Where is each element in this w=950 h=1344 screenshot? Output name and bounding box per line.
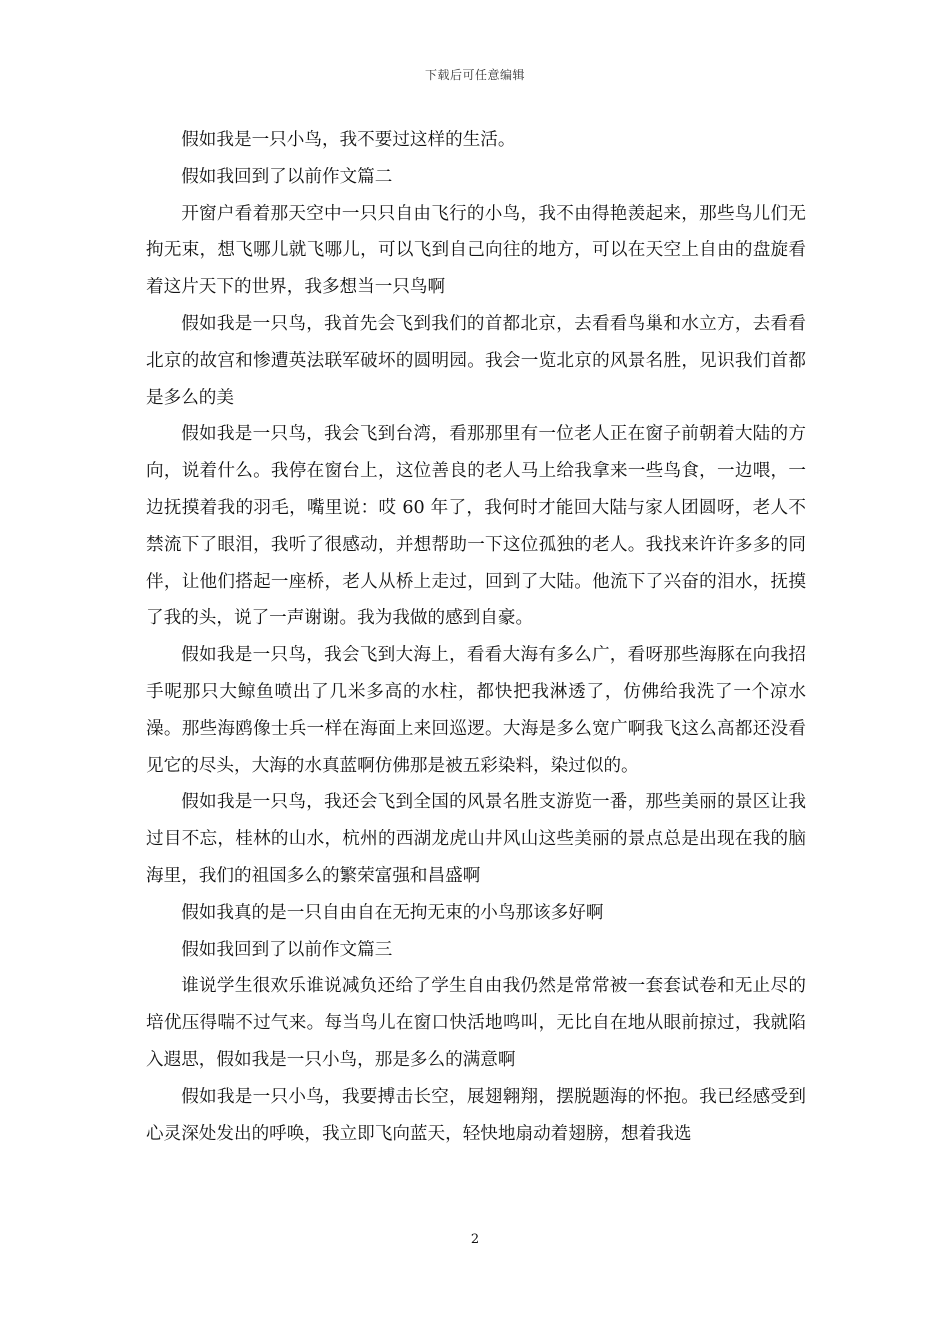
- paragraph: 假如我是一只鸟，我首先会飞到我们的首都北京，去看看鸟巢和水立方，去看看北京的故宫和惨遭英法联军破坏的圆明园。我会一览北京的风景名胜，见识我们首都是多么的美: [146, 313, 806, 408]
- paragraph: 假如我是一只小鸟，我要搏击长空，展翅翱翔，摆脱题海的怀抱。我已经感受到心灵深处发出的呼唤，我立即飞向蓝天，轻快地扇动着翅膀，想着我选: [146, 1086, 806, 1144]
- page-header: 下载后可任意编辑: [424, 68, 525, 82]
- paragraph: 假如我是一只鸟，我会飞到大海上，看看大海有多么广，看呀那些海豚在向我招手呢那只大鲸鱼喷出了几米多高的水柱，都快把我淋透了，仿佛给我洗了一个凉水澡。那些海鸥像士兵一样在海面上来回巡逻。大海是多么宽广啊我飞这么高都还没看见它的尽头，大海的水真蓝啊仿佛那是被五彩染料，染过似的。: [146, 645, 806, 776]
- paragraph: 开窗户看着那天空中一只只自由飞行的小鸟，我不由得艳羡起来，那些鸟儿们无拘无束，想飞哪儿就飞哪儿，可以飞到自己向往的地方，可以在天空上自由的盘旋看着这片天下的世界，我多想当一只鸟啊: [146, 203, 806, 298]
- paragraph: 假如我是一只鸟，我还会飞到全国的风景名胜支游览一番，那些美丽的景区让我过目不忘，桂林的山水，杭州的西湖龙虎山井风山这些美丽的景点总是出现在我的脑海里，我们的祖国多么的繁荣富强和昌盛啊: [146, 792, 806, 886]
- page-number: 2: [470, 1232, 480, 1247]
- paragraph: 谁说学生很欢乐谁说减负还给了学生自由我仍然是常常被一套套试卷和无止尽的培优压得喘不过气来。每当鸟儿在窗口快活地鸣叫，无比自在地从眼前掠过，我就陷入遐思，假如我是一只小鸟，那是多么的满意啊: [146, 976, 806, 1070]
- document-body: [146, 122, 806, 1152]
- paragraph: 假如我是一只鸟，我会飞到台湾，看那那里有一位老人正在窗子前朝着大陆的方向，说着什么。我停在窗台上，这位善良的老人马上给我拿来一些鸟食，一边喂，一边抚摸着我的羽毛，嘴里说：哎 60 年了，我何时才能回大陆与家人团圆呀，老人不禁流下了眼泪，我听了很感动，并想帮助一下这位孤独的老人。我找来许许多多的同伴，让他们搭起一座桥，老人从桥上走过，回到了大陆。他流下了兴奋的泪水，抚摸了我的头，说了一声谢谢。我为我做的感到自豪。: [146, 424, 806, 629]
- section-heading: 假如我回到了以前作文篇二: [181, 166, 393, 187]
- paragraph: 假如我真的是一只自由自在无拘无束的小鸟那该多好啊: [181, 902, 604, 923]
- section-heading: 假如我回到了以前作文篇三: [181, 939, 393, 960]
- paragraph: 假如我是一只小鸟，我不要过这样的生活。: [181, 130, 516, 150]
